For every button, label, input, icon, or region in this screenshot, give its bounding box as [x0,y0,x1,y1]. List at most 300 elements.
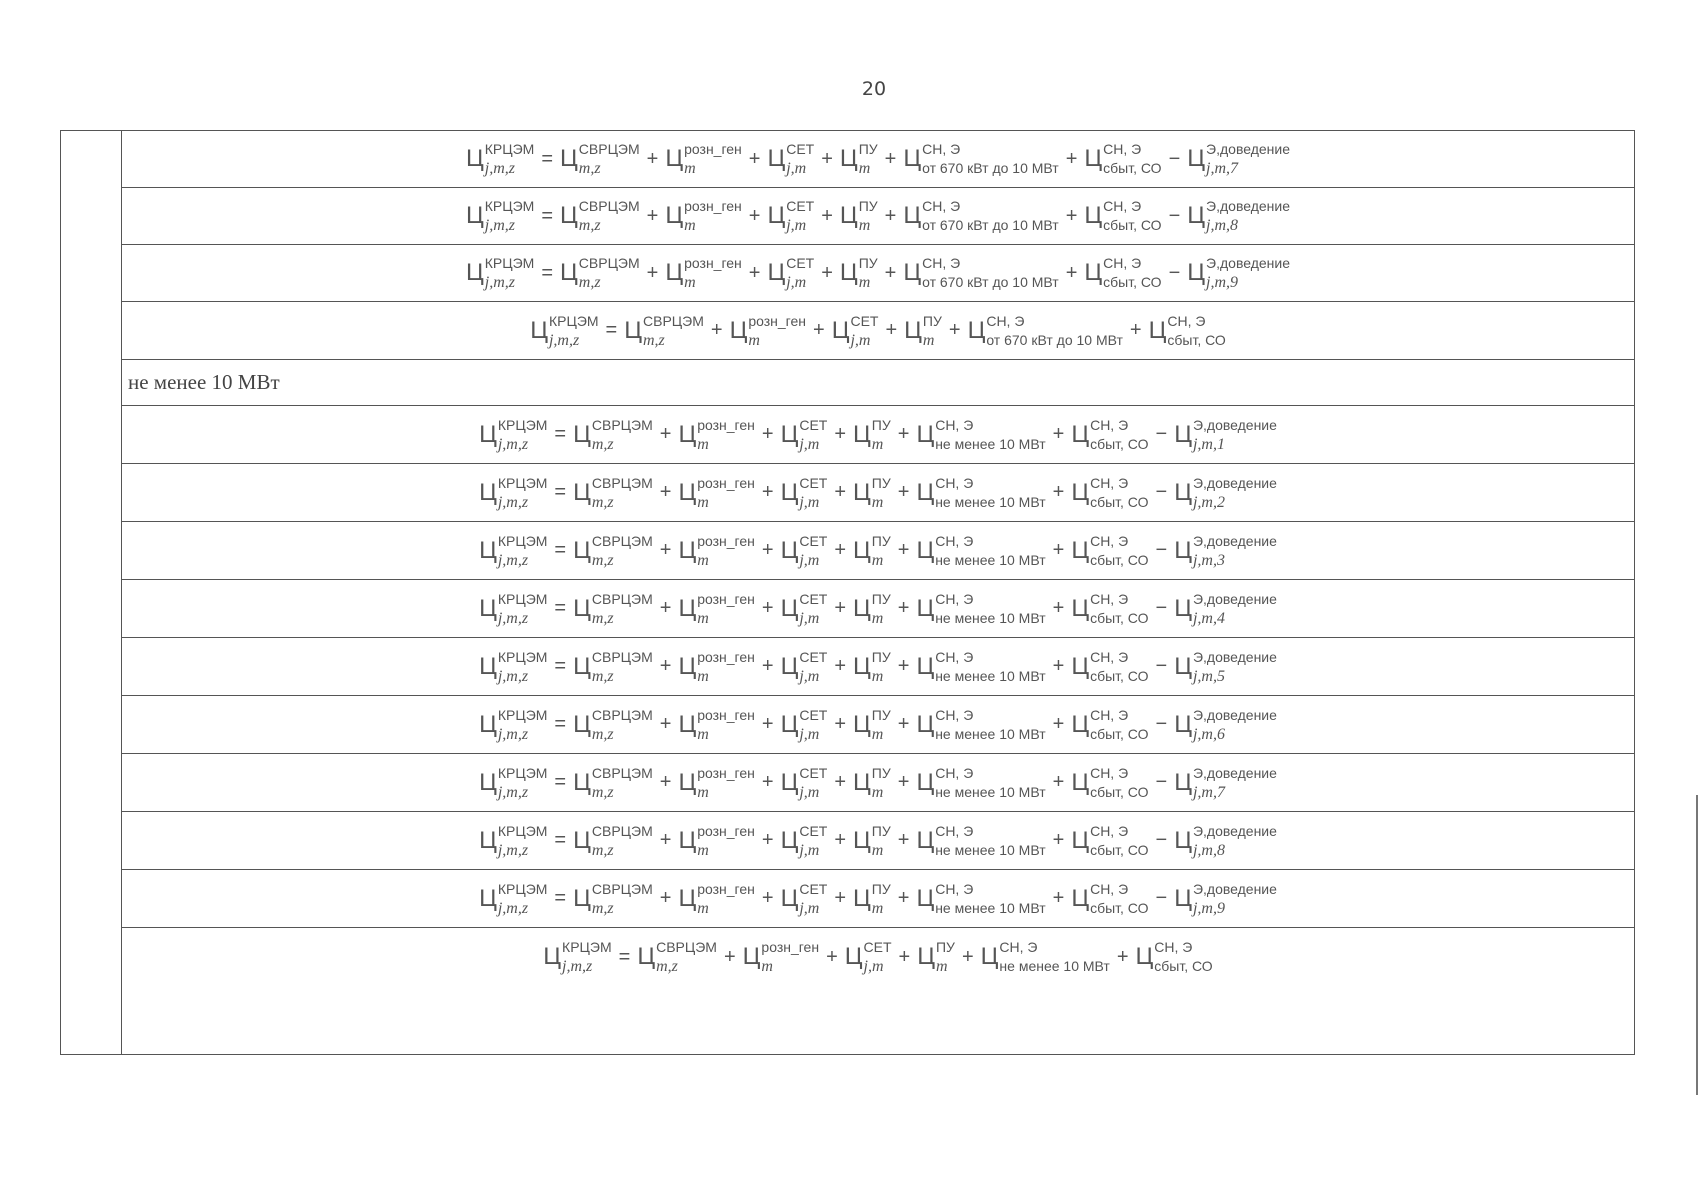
subscript: j,m,1 [1192,435,1225,453]
subscript: m,z [591,841,614,859]
subscript: j,m,z [497,841,529,859]
superscript: СН, Э [1154,939,1193,955]
subscript: m,z [591,551,614,569]
plus-sign: + [884,204,897,227]
formula-row [122,464,1634,522]
subscript: сбыт, СО [1090,783,1149,800]
base-symbol: Ц [831,316,850,344]
subscript: m [871,493,884,511]
plus-sign: + [897,887,910,909]
base-symbol: Ц [479,536,497,564]
base-symbol: Ц [1174,768,1192,796]
superscript: СЕТ [799,822,828,839]
base-symbol: Ц [1187,202,1206,229]
krcem-term [465,255,535,291]
base-symbol: Ц [573,594,591,622]
superscript: СЕТ [863,939,892,955]
superscript: СН, Э [935,764,974,781]
base-symbol: Ц [543,943,562,970]
superscript: СН, Э [1090,822,1129,839]
superscript: СЕТ [799,474,828,491]
superscript: СН, Э [922,141,961,157]
base-symbol: Ц [479,652,497,680]
subscript: сбыт, СО [1090,899,1149,916]
superscript: Э,доведение [1192,416,1277,433]
subscript: j,m [799,551,820,569]
sbyt-term [1071,474,1149,510]
plus-sign: + [1052,481,1065,503]
superscript: СВРЦЭМ [591,822,653,839]
subscript: m [697,435,709,453]
svrcem-term [573,590,653,627]
superscript: СЕТ [799,648,828,665]
subscript: m [871,609,884,627]
subscript: j,m,8 [1206,217,1239,234]
dovedenie-term [1174,474,1277,511]
base-symbol: Ц [853,884,871,912]
set-term [780,764,828,801]
sbyt-term [1071,416,1149,452]
formula-row [122,580,1634,638]
plus-sign: + [834,887,847,909]
subscript: не менее 10 МВт [935,899,1046,916]
formula-row [122,302,1634,360]
superscript: КРЦЭМ [497,880,548,897]
superscript: розн_ген [697,532,755,549]
formula [479,822,1277,859]
set-term [780,706,828,743]
formula-table [60,130,1635,1055]
superscript: ПУ [871,880,891,897]
superscript: СН, Э [1167,312,1206,329]
subscript: сбыт, СО [1090,841,1149,858]
superscript: СН, Э [1090,416,1129,433]
base-symbol: Ц [853,536,871,564]
base-symbol: Ц [742,943,761,970]
subscript: j,m,z [497,435,529,453]
formula [479,706,1277,743]
formula [479,590,1277,627]
base-symbol: Ц [780,478,799,506]
subscript: m [697,783,709,801]
base-symbol: Ц [665,145,684,172]
svrcem-term [624,312,704,349]
subscript: m,z [656,958,678,975]
set-term [780,822,828,859]
base-symbol: Ц [465,202,484,229]
subscript: сбыт, СО [1154,958,1213,974]
set-term [780,880,828,917]
base-symbol: Ц [678,826,697,854]
superscript: розн_ген [697,648,755,665]
superscript: КРЦЭМ [484,198,535,214]
base-symbol: Ц [853,710,871,738]
equals-sign: = [554,539,567,561]
pu-term [853,880,891,917]
superscript: КРЦЭМ [484,255,535,271]
set-term [780,590,828,627]
sn-term [967,312,1123,348]
rozn-gen-term [729,312,806,349]
subscript: j,m,z [548,331,580,349]
base-symbol: Ц [767,259,786,286]
subscript: j,m [799,493,820,511]
subscript: m,z [591,493,614,511]
superscript: розн_ген [697,822,755,839]
superscript: СН, Э [986,312,1025,329]
base-symbol: Ц [637,943,656,970]
rozn-gen-term [678,880,755,917]
superscript: СН, Э [1090,474,1129,491]
superscript: СВРЦЭМ [591,474,653,491]
base-symbol: Ц [573,536,591,564]
sbyt-term [1071,764,1149,800]
equals-sign: = [541,261,554,284]
superscript: СВРЦЭМ [591,648,653,665]
superscript: СВРЦЭМ [643,312,704,329]
superscript: розн_ген [748,312,806,329]
minus-sign: − [1168,147,1181,170]
superscript: СЕТ [786,255,815,271]
subscript: j,m,z [497,609,529,627]
sn-term [916,590,1046,626]
superscript: СН, Э [935,474,974,491]
rozn-gen-term [678,532,755,569]
svrcem-term [573,648,653,685]
base-symbol: Ц [479,420,497,448]
subscript: j,m,z [497,493,529,511]
plus-sign: + [961,945,974,968]
base-symbol: Ц [1071,826,1090,854]
pu-term [853,764,891,801]
base-symbol: Ц [853,652,871,680]
krcem-term [479,706,548,743]
svrcem-term [560,198,640,234]
subscript: j,m,9 [1206,274,1239,291]
subscript: сбыт, СО [1103,160,1162,176]
base-symbol: Ц [1135,943,1154,970]
base-symbol: Ц [573,710,591,738]
set-term [767,198,815,234]
page-number: 20 [861,78,887,100]
krcem-term [479,416,548,453]
rozn-gen-term [678,416,755,453]
sn-term [903,198,1059,233]
superscript: розн_ген [684,255,742,271]
svrcem-term [573,532,653,569]
base-symbol: Ц [916,536,935,564]
base-symbol: Ц [678,536,697,564]
base-symbol: Ц [479,478,497,506]
base-symbol: Ц [904,316,922,344]
superscript: Э,доведение [1206,141,1290,157]
sbyt-term [1071,706,1149,742]
base-symbol: Ц [479,710,497,738]
subscript: j,m [786,160,807,177]
plus-sign: + [834,771,847,793]
base-symbol: Ц [903,259,922,286]
subscript: m [697,725,709,743]
subscript: j,m,2 [1192,493,1225,511]
base-symbol: Ц [903,202,922,229]
superscript: КРЦЭМ [497,648,548,665]
subscript: m,z [578,217,601,234]
superscript: Э,доведение [1206,198,1290,214]
pu-term [853,416,891,453]
superscript: КРЦЭМ [497,590,548,607]
superscript: СН, Э [1090,532,1129,549]
base-symbol: Ц [980,943,999,970]
plus-sign: + [1052,771,1065,793]
plus-sign: + [1052,423,1065,445]
sbyt-term [1071,532,1149,568]
dovedenie-term [1174,880,1277,917]
subscript: j,m,z [497,551,529,569]
superscript: розн_ген [697,590,755,607]
formula [479,648,1277,685]
superscript: СН, Э [922,198,961,214]
rozn-gen-term [678,822,755,859]
base-symbol: Ц [678,652,697,680]
subscript: m,z [578,274,601,291]
subscript: j,m,7 [1206,160,1239,177]
subscript: j,m [799,609,820,627]
base-symbol: Ц [916,652,935,680]
superscript: Э,доведение [1192,590,1277,607]
base-symbol: Ц [1174,710,1192,738]
sn-term [916,764,1046,800]
base-symbol: Ц [560,202,578,229]
base-symbol: Ц [1187,259,1206,286]
plus-sign: + [897,655,910,677]
formula-row [122,928,1634,986]
subscript: m [871,667,884,685]
dovedenie-term [1174,764,1277,801]
base-symbol: Ц [839,202,858,229]
base-symbol: Ц [573,768,591,796]
base-symbol: Ц [916,478,935,506]
left-column [61,131,122,1054]
base-symbol: Ц [780,768,799,796]
minus-sign: − [1155,771,1168,793]
subscript: m,z [591,667,614,685]
superscript: розн_ген [697,474,755,491]
base-symbol: Ц [678,884,697,912]
sbyt-term [1071,648,1149,684]
base-symbol: Ц [1071,884,1090,912]
subscript: j,m,5 [1192,667,1225,685]
subscript: j,m,z [497,899,529,917]
svrcem-term [573,474,653,511]
subscript: сбыт, СО [1090,725,1149,742]
superscript: СН, Э [922,255,961,271]
subscript: сбыт, СО [1167,331,1226,348]
equals-sign: = [554,481,567,503]
subscript: m,z [591,609,614,627]
pu-term [853,590,891,627]
base-symbol: Ц [678,768,697,796]
plus-sign: + [834,829,847,851]
subscript: m [858,274,871,291]
superscript: СЕТ [799,706,828,723]
superscript: СВРЦЭМ [591,590,653,607]
superscript: СН, Э [935,532,974,549]
subscript: j,m [799,841,820,859]
base-symbol: Ц [1071,420,1090,448]
plus-sign: + [659,481,672,503]
plus-sign: + [834,423,847,445]
plus-sign: + [897,481,910,503]
svrcem-term [573,822,653,859]
plus-sign: + [1052,713,1065,735]
subscript: m,z [643,331,665,349]
plus-sign: + [898,945,911,968]
sn-term [916,416,1046,452]
plus-sign: + [761,423,774,445]
equals-sign: = [541,204,554,227]
svrcem-term [560,141,640,177]
formula [543,939,1213,975]
subscript: m [871,783,884,801]
base-symbol: Ц [560,145,578,172]
superscript: СН, Э [1103,255,1142,271]
base-symbol: Ц [853,420,871,448]
plus-sign: + [659,655,672,677]
sbyt-term [1071,822,1149,858]
superscript: СЕТ [799,880,828,897]
formula [479,416,1277,453]
subscript: сбыт, СО [1090,667,1149,684]
subscript: m,z [578,160,601,177]
subscript: m [922,331,935,349]
equals-sign: = [605,319,618,341]
plus-sign: + [659,597,672,619]
plus-sign: + [884,261,897,284]
plus-sign: + [761,713,774,735]
plus-sign: + [897,771,910,793]
superscript: ПУ [922,312,942,329]
base-symbol: Ц [780,536,799,564]
base-symbol: Ц [767,202,786,229]
formula [479,474,1277,511]
subscript: m [761,958,773,975]
base-symbol: Ц [479,594,497,622]
subscript: m [697,493,709,511]
superscript: КРЦЭМ [497,474,548,491]
plus-sign: + [646,261,659,284]
base-symbol: Ц [839,145,858,172]
superscript: розн_ген [697,880,755,897]
formula-row [122,188,1634,245]
superscript: СН, Э [935,880,974,897]
superscript: СН, Э [1090,648,1129,665]
subscript: m [858,217,871,234]
base-symbol: Ц [573,420,591,448]
subscript: от 670 кВт до 10 МВт [922,217,1059,233]
formula-row [122,406,1634,464]
plus-sign: + [1129,319,1142,341]
superscript: СВРЦЭМ [578,198,640,214]
plus-sign: + [821,261,833,284]
plus-sign: + [659,771,672,793]
krcem-term [530,312,599,349]
plus-sign: + [821,147,833,170]
plus-sign: + [834,597,847,619]
base-symbol: Ц [1148,316,1167,344]
sbyt-term [1071,880,1149,916]
subscript: не менее 10 МВт [935,725,1046,742]
superscript: СН, Э [1103,198,1142,214]
base-symbol: Ц [678,594,697,622]
superscript: Э,доведение [1192,474,1277,491]
superscript: СН, Э [935,822,974,839]
superscript: СН, Э [1090,764,1129,781]
base-symbol: Ц [853,594,871,622]
base-symbol: Ц [1071,478,1090,506]
dovedenie-term [1174,416,1277,453]
superscript: СЕТ [786,198,815,214]
plus-sign: + [748,204,761,227]
base-symbol: Ц [916,884,935,912]
section-header: не менее 10 МВт [122,360,1634,406]
plus-sign: + [884,147,897,170]
base-symbol: Ц [853,478,871,506]
superscript: СВРЦЭМ [578,255,640,271]
base-symbol: Ц [479,884,497,912]
subscript: m [697,551,709,569]
subscript: m [871,435,884,453]
formula-row [122,638,1634,696]
superscript: Э,доведение [1192,764,1277,781]
subscript: j,m [863,958,884,975]
base-symbol: Ц [839,259,858,286]
equals-sign: = [554,713,567,735]
subscript: j,m,z [497,667,529,685]
formula-row [122,812,1634,870]
plus-sign: + [1052,655,1065,677]
superscript: СН, Э [935,706,974,723]
plus-sign: + [1065,261,1078,284]
subscript: m [858,160,871,177]
equals-sign: = [554,597,567,619]
subscript: сбыт, СО [1090,551,1149,568]
base-symbol: Ц [903,145,922,172]
base-symbol: Ц [573,826,591,854]
base-symbol: Ц [916,710,935,738]
superscript: СН, Э [1090,590,1129,607]
base-symbol: Ц [780,594,799,622]
plus-sign: + [1065,204,1078,227]
plus-sign: + [1052,829,1065,851]
minus-sign: − [1155,423,1168,445]
equals-sign: = [618,945,631,968]
base-symbol: Ц [1187,145,1206,172]
sbyt-term [1084,198,1162,233]
sn-term [980,939,1110,974]
base-symbol: Ц [780,710,799,738]
dovedenie-term [1174,532,1277,569]
base-symbol: Ц [1071,594,1090,622]
sbyt-term [1084,141,1162,176]
rozn-gen-term [678,590,755,627]
plus-sign: + [748,261,761,284]
rozn-gen-term [678,706,755,743]
rozn-gen-term [665,141,742,177]
plus-sign: + [1052,539,1065,561]
base-symbol: Ц [530,316,548,344]
subscript: m [871,899,884,917]
superscript: СЕТ [850,312,879,329]
